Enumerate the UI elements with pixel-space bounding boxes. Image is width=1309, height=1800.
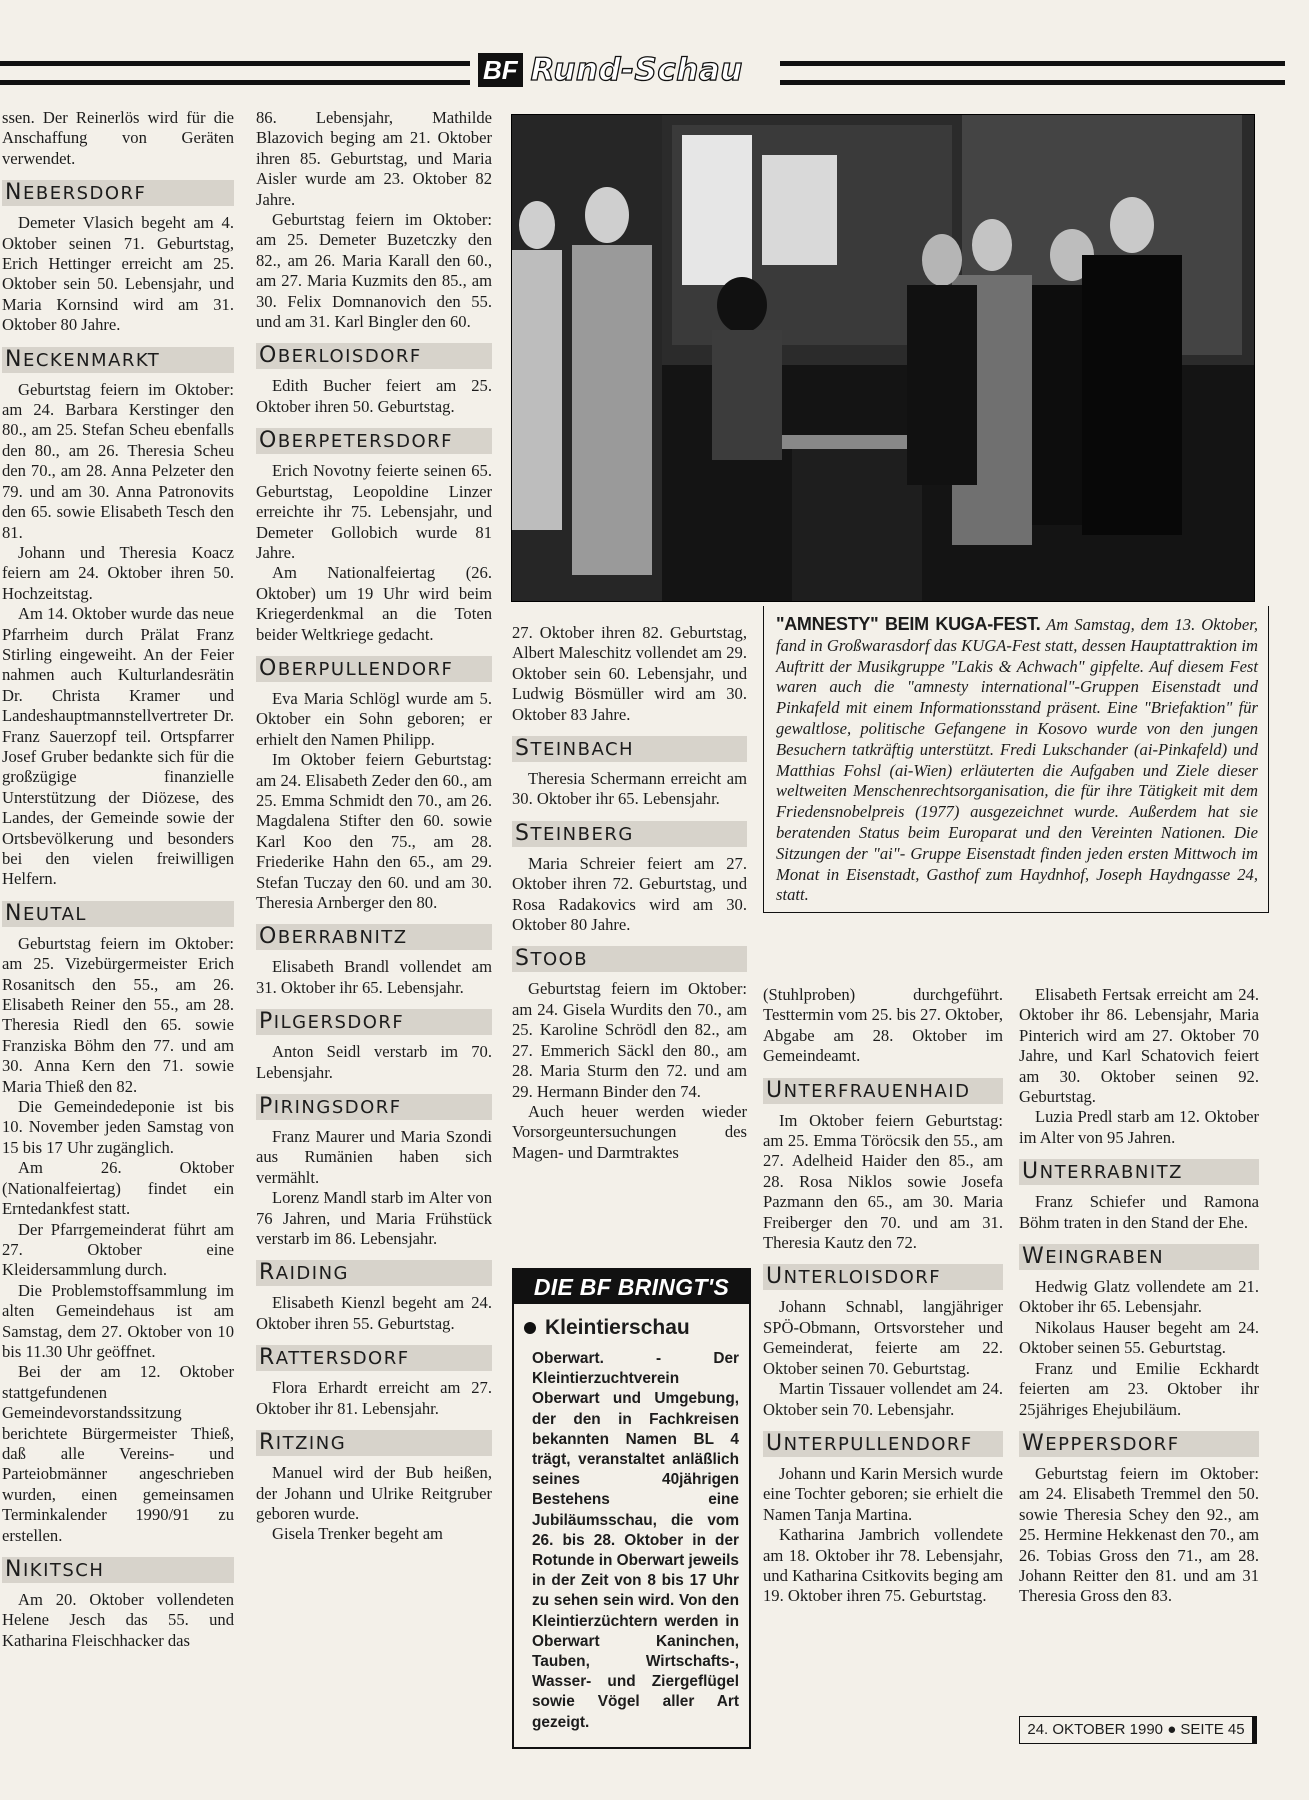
section-title-raiding: RAIDING xyxy=(256,1260,492,1286)
paragraph: Die Gemeindedeponie ist bis 10. November jeden Samstag von 15 bis 17 Uhr zugänglich. xyxy=(2,1097,234,1157)
paragraph: Franz und Emilie Eckhardt feierten am 23. Oktober ihr 25jähriges Ehejubiläum. xyxy=(1019,1358,1259,1419)
paragraph: 86. Lebensjahr, Mathilde Blazovich beging am 21. Oktober ihren 85. Geburtstag, und Maria Aisler wurde am 23. Oktober 82 Jahre. xyxy=(256,108,492,209)
box-text: Oberwart. - Der Kleintierzuchtverein Oberwart und Umgebung, der den in Fachkreisen bekannten Namen BL 4 trägt, veranstaltet anläßlich seines 40jährigen Bestehens eine Jubiläumsschau, die vom 26. bis 28. Oktober in der Rotunde in Oberwart jeweils in der Zeit von 8 bis 17 Uhr zu sehen sein wird. Von den Kleintierzüchtern werden in Oberwart Kaninchen, Tauben, Wirtschafts-, Wasser- und Ziergeflügel sowie Vögel aller Art gezeigt. xyxy=(532,1350,739,1731)
paragraph: Demeter Vlasich begeht am 4. Oktober seinen 71. Geburtstag, Erich Hettinger erreicht am 25. Oktober sein 50. Lebensjahr, und Maria Kornsind wird am 31. Oktober 80 Jahre. xyxy=(2,213,234,335)
paragraph: Nikolaus Hauser begeht am 24. Oktober seinen 55. Geburtstag. xyxy=(1019,1317,1259,1358)
paragraph: Im Oktober feiern Geburtstag: am 25. Emma Töröcsik den 55., am 27. Adelheid Haider den 85., am 28. Rosa Niklos sowie Josefa Pazmann den 65., am 30. Maria Freiberger den 70. und am 31. Theresia Kautz den 72. xyxy=(763,1110,1003,1253)
paragraph: Franz Schiefer und Ramona Böhm traten in den Stand der Ehe. xyxy=(1019,1192,1259,1232)
bf-bringts-box xyxy=(512,1268,751,1749)
paragraph: Die Problemstoffsammlung im alten Gemeindehaus ist am Samstag, dem 27. Oktober von 10 bis 11.30 Uhr geöffnet. xyxy=(2,1280,234,1361)
box-banner: DIE BF BRINGT'S xyxy=(514,1270,749,1304)
page-number: SEITE 45 xyxy=(1180,1721,1245,1738)
paragraph: Johann Schnabl, langjähriger SPÖ-Obmann, Ortsvorsteher und Gemeinderat, feierte am 22. Oktober seinen 70. Geburtstag. xyxy=(763,1297,1003,1378)
issue-date: 24. OKTOBER 1990 xyxy=(1027,1721,1164,1738)
paragraph: Am 20. Oktober vollendeten Helene Jesch das 55. und Katharina Fleischhacker das xyxy=(2,1590,234,1650)
paragraph: ssen. Der Reinerlös wird für die Anschaffung von Geräten verwendet. xyxy=(2,108,234,168)
paragraph: Am 14. Oktober wurde das neue Pfarrheim durch Prälat Franz Stirling eingeweiht. An der Feier nahmen auch Kulturlandesrätin Dr. Christa Kramer und Landeshauptmannstellvertreter Dr. Franz Sauerzopf teil. Ortspfarrer Josef Gruber bedankte sich für die großzügige finanzielle Unterstützung der Diözese, des Landes, der Gemeinde sowie der Ortsbevölkerung und besonders bei den vielen freiwilligen Helfern. xyxy=(2,604,234,889)
bf-logo: BF xyxy=(478,53,523,87)
page-footer xyxy=(1019,1716,1257,1744)
section-title-rattersdorf: RATTERSDORF xyxy=(256,1345,492,1371)
caption-headline: "AMNESTY" BEIM KUGA-FEST. xyxy=(776,614,1041,634)
paragraph: Theresia Schermann erreicht am 30. Oktober ihr 65. Lebensjahr. xyxy=(512,769,747,809)
section-title-unterfrauenhaid: UNTERFRAUENHAID xyxy=(763,1078,1003,1104)
section-title-weppersdorf: WEPPERSDORF xyxy=(1019,1431,1259,1457)
paragraph: Im Oktober feiern Geburtstag: am 24. Elisabeth Zeder den 60., am 25. Emma Schmidt den 70., am 26. Magdalena Stifter den 60. sowie Karl Koo den 75., am 28. Friederike Hahn den 65., am 29. Stefan Tuczay den 60. und am 30. Theresia Arnberger den 80. xyxy=(256,750,492,912)
paragraph: Gisela Trenker begeht am xyxy=(272,1524,443,1544)
event-photo xyxy=(511,114,1255,602)
photo-illustration xyxy=(512,115,1254,601)
paragraph: Johann und Karin Mersich wurde eine Tochter geboren; sie erhielt die Namen Tanja Martina. xyxy=(763,1463,1003,1524)
column-3 xyxy=(512,623,747,1163)
paragraph: Bei der am 12. Oktober stattgefundenen Gemeindevorstandssitzung berichtete Bürgermeister Thieß, daß alle Vereins- und Parteiobmänner angeschrieben wurden, einen gemeinsamen Terminkalender 1990/91 zu erstellen. xyxy=(2,1362,234,1545)
section-title-unterpullendorf: UNTERPULLENDORF xyxy=(763,1431,1003,1457)
paragraph: Erich Novotny feierte seinen 65. Geburtstag, Leopoldine Linzer erreichte ihr 75. Lebensjahr, und Demeter Gollobich wurde 81 Jahre. xyxy=(256,461,492,562)
paragraph: Elisabeth Fertsak erreicht am 24. Oktober ihr 86. Lebensjahr, Maria Pinterich wird am 27. Oktober 70 Jahre, und Karl Schatovich feiert am 30. Oktober seinen 92. Geburtstag. xyxy=(1019,985,1259,1107)
paragraph: Elisabeth Kienzl begeht am 24. Oktober ihren 55. Geburtstag. xyxy=(256,1293,492,1333)
paragraph: Johann und Theresia Koacz feiern am 24. Oktober ihren 50. Hochzeitstag. xyxy=(2,542,234,603)
section-title-oberpullendorf: OBERPULLENDORF xyxy=(256,656,492,682)
paragraph: Geburtstag feiern im Oktober: am 25. Vizebürgermeister Erich Rosanitsch den 55., am 26. Elisabeth Reiner den 55., am 28. Theresia Riedl den 65. sowie Franziska Böhm den 77. und am 30. Anna Kern den 71. sowie Maria Thieß den 82. xyxy=(2,933,234,1096)
paragraph: Geburtstag feiern im Oktober: am 25. Demeter Buzetczky den 82., am 26. Maria Karall den 60., am 27. Maria Kuzmits den 85., am 30. Felix Domnanovich den 55. und am 31. Karl Bingler den 60. xyxy=(256,210,492,332)
section-title-neutal: NEUTAL xyxy=(2,901,234,927)
section-title-pilgersdorf: PILGERSDORF xyxy=(256,1009,492,1035)
column-4 xyxy=(763,985,1003,1607)
paragraph: Martin Tissauer vollendet am 24. Oktober sein 70. Lebensjahr. xyxy=(763,1379,1003,1419)
paragraph: Manuel wird der Bub heißen, der Johann und Ulrike Reitgruber geboren wurde. xyxy=(256,1463,492,1523)
paragraph: Geburtstag feiern im Oktober: am 24. Elisabeth Tremmel den 50. sowie Theresia Schey den 92., am 25. Hermine Hekkenast den 70., am 26. Tobias Gross den 71., am 28. Johann Reitter den 81. und am 31 Theresia Gross den 83. xyxy=(1019,1463,1259,1606)
paragraph: Der Pfarrgemeinderat führt am 27. Oktober eine Kleidersammlung durch. xyxy=(2,1219,234,1280)
section-title-steinbach: STEINBACH xyxy=(512,736,747,762)
paragraph: Hedwig Glatz vollendete am 21. Oktober ihr 65. Lebensjahr. xyxy=(1019,1277,1259,1317)
section-title-stoob: STOOB xyxy=(512,946,747,972)
column-2 xyxy=(256,108,492,1545)
paragraph: Edith Bucher feiert am 25. Oktober ihren 50. Geburtstag. xyxy=(256,376,492,416)
paragraph: 27. Oktober ihren 82. Geburtstag, Albert Maleschitz vollendet am 29. Oktober sein 60. Lebensjahr, und Ludwig Bösmüller wird am 30. Oktober 83 Jahre. xyxy=(512,623,747,724)
paragraph: Luzia Predl starb am 12. Oktober im Alter von 95 Jahren. xyxy=(1019,1107,1259,1147)
masthead xyxy=(478,52,743,88)
paragraph: Eva Maria Schlögl wurde am 5. Oktober ein Sohn geboren; er erhielt den Namen Philipp. xyxy=(256,688,492,749)
column-1 xyxy=(2,108,234,1651)
paragraph: Auch heuer werden wieder Vorsorgeuntersuchungen des Magen- und Darmtraktes xyxy=(512,1101,747,1162)
column-5 xyxy=(1019,985,1259,1607)
paragraph: Am 26. Oktober (Nationalfeiertag) findet ein Erntedankfest statt. xyxy=(2,1158,234,1219)
box-heading xyxy=(524,1316,749,1340)
paragraph: Am Nationalfeiertag (26. Oktober) um 19 Uhr wird beim Kriegerdenkmal an die Toten beider Weltkriege gedacht. xyxy=(256,563,492,644)
bullet-icon xyxy=(524,1322,536,1334)
section-title-oberpetersdorf: OBERPETERSDORF xyxy=(256,428,492,454)
paragraph: (Stuhlproben) durchgeführt. Testtermin vom 25. bis 27. Oktober, Abgabe am 28. Oktober im Gemeindeamt. xyxy=(763,985,1003,1066)
photo-caption xyxy=(763,606,1269,913)
section-title-oberrabnitz: OBERRABNITZ xyxy=(256,924,492,950)
section-title-steinberg: STEINBERG xyxy=(512,821,747,847)
section-title-unterrabnitz: UNTERRABNITZ xyxy=(1019,1159,1259,1185)
paragraph: Lorenz Mandl starb im Alter von 76 Jahren, und Maria Frühstück verstarb im 86. Lebensjahr. xyxy=(256,1188,492,1249)
caption-body: Am Samstag, dem 13. Oktober, fand in Großwarasdorf das KUGA-Fest statt, dessen Hauptattraktion im Auftritt der Musikgruppe "Lakis & Achwach" gipfelte. Auf diesem Fest waren auch die "amnesty international"-Gruppen Eisenstadt und Pinkafeld mit einem Informationsstand präsent. Eine "Briefaktion" für gewaltlose, politische Gefangene in Kosovo wurde von den jungen Besuchern tatkräftig unterstützt. Fredi Lukschander (ai-Pinkafeld) und Matthias Fohsl (ai-Wien) erläuterten die Aufgaben und Ziele dieser weltweiten Menschenrechtsorganisation, die für ihre Tätigkeit mit dem Friedensnobelpreis (1977) ausgezeichnet wurde. Außerdem hat sie beratenden Status beim Europarat und den Vereinten Nationen. Die Sitzungen der "ai"- Gruppe Eisenstadt finden jeden ersten Mittwoch im Monat in Eisenstadt, Gasthof zum Haydnhof, Joseph Haydngasse 24, statt. xyxy=(776,615,1258,905)
separator-dot: ● xyxy=(1167,1721,1177,1738)
paragraph: Flora Erhardt erreicht am 27. Oktober ihr 81. Lebensjahr. xyxy=(256,1378,492,1418)
masthead-rule-right xyxy=(780,61,1285,85)
section-title-piringsdorf: PIRINGSDORF xyxy=(256,1094,492,1120)
paragraph: Geburtstag feiern im Oktober: am 24. Gisela Wurdits den 70., am 25. Karoline Schrödl den 82., am 27. Emmerich Säckl den 80., am 28. Maria Sturm den 72. und am 29. Hermann Binder den 74. xyxy=(512,979,747,1101)
box-title: Kleintierschau xyxy=(545,1316,690,1339)
masthead-rule-left xyxy=(0,61,470,85)
section-title-weingraben: WEINGRABEN xyxy=(1019,1244,1259,1270)
paragraph: Elisabeth Brandl vollendet am 31. Oktober ihr 65. Lebensjahr. xyxy=(256,957,492,997)
section-title-ritzing: RITZING xyxy=(256,1430,492,1456)
section-title-oberloisdorf: OBERLOISDORF xyxy=(256,343,492,369)
paragraph: Anton Seidl verstarb im 70. Lebensjahr. xyxy=(256,1042,492,1082)
paragraph: Katharina Jambrich vollendete am 18. Oktober ihr 78. Lebensjahr, und Katharina Csitkovits beging am 19. Oktober ihren 75. Geburtstag. xyxy=(763,1525,1003,1606)
section-title-unterloisdorf: UNTERLOISDORF xyxy=(763,1264,1003,1290)
paragraph: Franz Maurer und Maria Szondi aus Rumänien haben sich vermählt. xyxy=(256,1127,492,1187)
section-title-neckenmarkt: NECKENMARKT xyxy=(2,347,234,373)
rubric-title: Rund-Schau xyxy=(530,52,743,88)
section-title-nikitsch: NIKITSCH xyxy=(2,1557,234,1583)
section-title-nebersdorf: NEBERSDORF xyxy=(2,180,234,206)
paragraph: Maria Schreier feiert am 27. Oktober ihren 72. Geburtstag, und Rosa Radakovics wird am 30. Oktober 80 Jahre. xyxy=(512,853,747,935)
paragraph: Geburtstag feiern im Oktober: am 24. Barbara Kerstinger den 80., am 25. Stefan Scheu ebenfalls den 80., am 26. Theresia Scheu den 70., am 28. Anna Pelzeter den 79. und am 30. Anna Patronovits den 65. sowie Elisabeth Tesch den 81. xyxy=(2,379,234,542)
